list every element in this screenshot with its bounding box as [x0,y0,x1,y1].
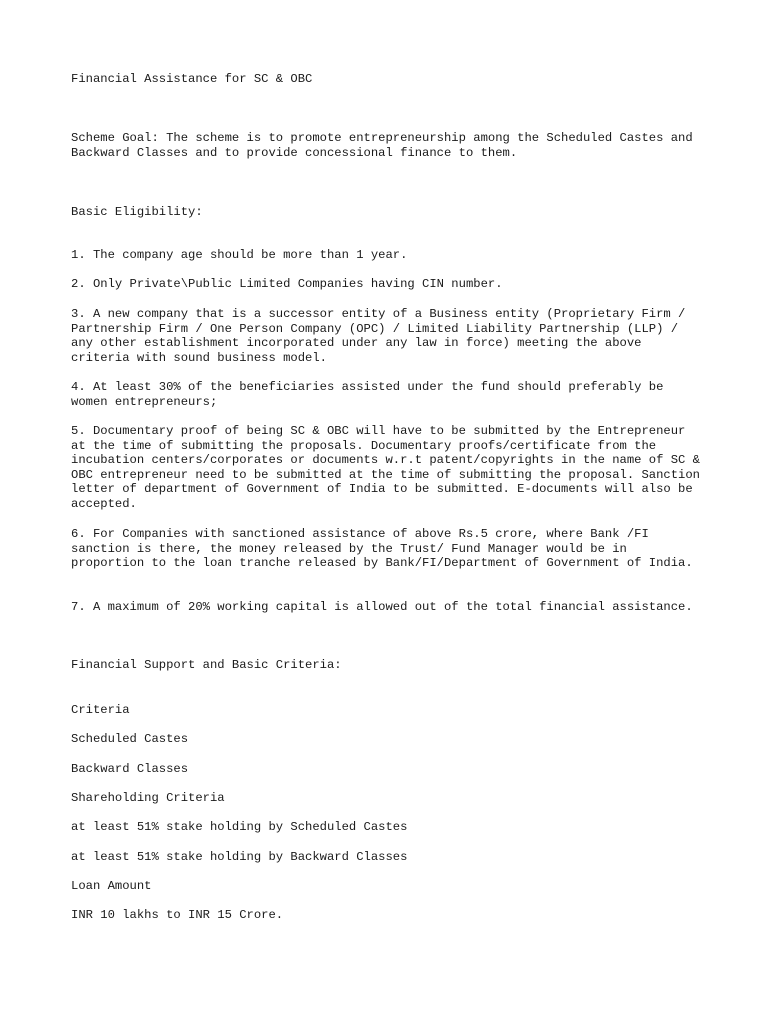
bc-stake-text: at least 51% stake holding by Backward Classes [71,850,408,864]
eligibility-item-4: 4. At least 30% of the beneficiaries assisted under the fund should preferably be women entrepreneurs; [71,380,671,409]
sc-stake-text: at least 51% stake holding by Scheduled Castes [71,820,408,834]
eligibility-item-6: 6. For Companies with sanctioned assistance of above Rs.5 crore, where Bank /FI sanction is there, the money released by the Trust/ Fund Manager would be in proportion to the loan tranche released by Bank/FI/Department of Government of India. [71,527,693,571]
backward-classes-label: Backward Classes [71,762,189,776]
criteria-label: Criteria [71,703,130,717]
eligibility-item-5: 5. Documentary proof of being SC & OBC will have to be submitted by the Entrepreneur at the time of submitting the proposals. Documentary proofs/certificate from the incubation centers/corporates or documents w.r.t patent/copyrights in the name of SC & OBC entrepreneur need to be submitted at the time of submitting the proposal. Sanction letter of department of Government of India to be submitted. E-documents will also be accepted. [71,424,708,511]
eligibility-item-2: 2. Only Private\Public Limited Companies having CIN number. [71,277,503,291]
document-title: Financial Assistance for SC & OBC [71,72,313,86]
document-page [71,0,708,1024]
eligibility-item-3: 3. A new company that is a successor entity of a Business entity (Proprietary Firm / Partnership Firm / One Person Company (OPC) / Limited Liability Partnership (LLP) / any other establishment incorporated under any law in force) meeting the above criteria with sound business model. [71,307,693,365]
scheduled-castes-label: Scheduled Castes [71,732,189,746]
loan-amount-value: INR 10 lakhs to INR 15 Crore. [71,908,284,922]
eligibility-item-1: 1. The company age should be more than 1 year. [71,248,408,262]
eligibility-heading: Basic Eligibility: [71,205,203,219]
financial-support-heading: Financial Support and Basic Criteria: [71,658,342,672]
shareholding-criteria-label: Shareholding Criteria [71,791,225,805]
scheme-goal-paragraph: Scheme Goal: The scheme is to promote entrepreneurship among the Scheduled Castes and Backward Classes and to provide concessional finance to them. [71,131,700,160]
loan-amount-label: Loan Amount [71,879,152,893]
eligibility-item-7: 7. A maximum of 20% working capital is allowed out of the total financial assistance. [71,600,693,614]
